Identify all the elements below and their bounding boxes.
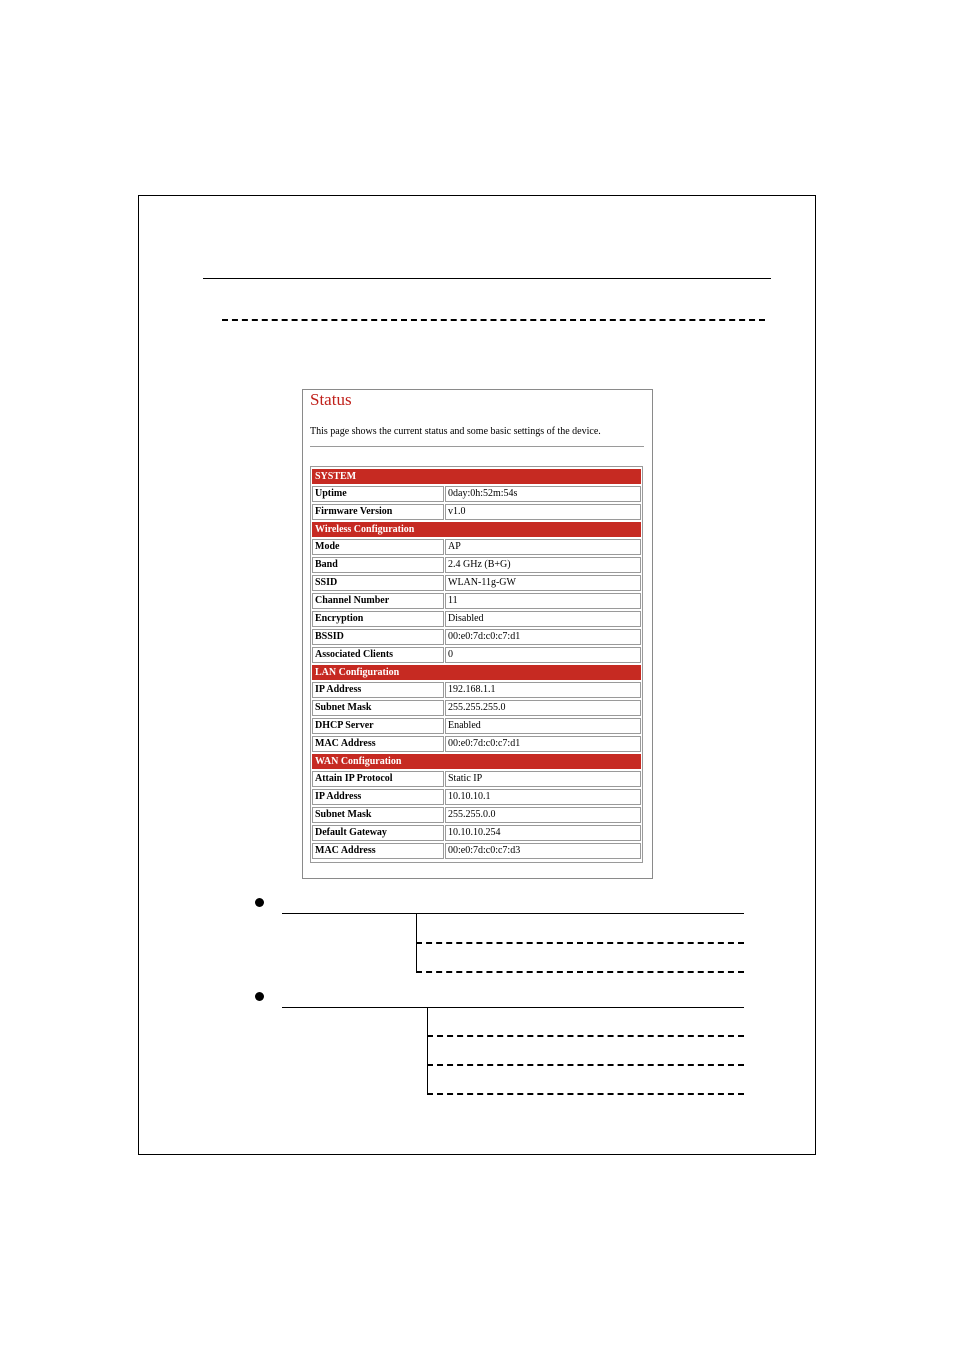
row-value: 192.168.1.1 xyxy=(445,682,641,698)
table-row xyxy=(312,611,641,627)
row-value: 00:e0:7d:c0:c7:d3 xyxy=(445,843,641,859)
row-value: 255.255.0.0 xyxy=(445,807,641,823)
table-row xyxy=(312,825,641,841)
header-rule xyxy=(203,278,771,279)
table-row xyxy=(312,771,641,787)
row-value: Enabled xyxy=(445,718,641,734)
row-value: 0day:0h:52m:54s xyxy=(445,486,641,502)
title-separator xyxy=(310,446,644,447)
row-label: DHCP Server xyxy=(312,718,444,734)
row-label: MAC Address xyxy=(312,843,444,859)
header-dashed-rule xyxy=(222,319,765,321)
section-header: Wireless Configuration xyxy=(312,522,641,537)
row-label: Subnet Mask xyxy=(312,700,444,716)
status-screenshot xyxy=(302,389,653,879)
row-value: 11 xyxy=(445,593,641,609)
table-row xyxy=(312,575,641,591)
row-label: Channel Number xyxy=(312,593,444,609)
bullet-table-row-rule xyxy=(427,1093,744,1095)
section-header: WAN Configuration xyxy=(312,754,641,769)
row-value: Disabled xyxy=(445,611,641,627)
table-row xyxy=(312,843,641,859)
bullet-table-row-rule xyxy=(416,971,744,973)
table-row xyxy=(312,700,641,716)
row-value: WLAN-11g-GW xyxy=(445,575,641,591)
table-row xyxy=(312,682,641,698)
table-row xyxy=(312,557,641,573)
row-value: 00:e0:7d:c0:c7:d1 xyxy=(445,736,641,752)
bullet-table-row-rule xyxy=(427,1035,744,1037)
row-label: Encryption xyxy=(312,611,444,627)
table-row xyxy=(312,647,641,663)
row-value: 0 xyxy=(445,647,641,663)
row-label: Mode xyxy=(312,539,444,555)
bullet-table-rule xyxy=(282,913,744,914)
row-value: AP xyxy=(445,539,641,555)
row-label: IP Address xyxy=(312,789,444,805)
row-label: Uptime xyxy=(312,486,444,502)
row-value: 2.4 GHz (B+G) xyxy=(445,557,641,573)
row-label: Band xyxy=(312,557,444,573)
bullet-table-row-rule xyxy=(427,1064,744,1066)
bullet-icon xyxy=(255,992,264,1001)
table-row xyxy=(312,789,641,805)
table-row xyxy=(312,807,641,823)
table-row xyxy=(312,718,641,734)
page-title: Status xyxy=(310,390,352,409)
status-table xyxy=(310,466,643,863)
table-row xyxy=(312,504,641,520)
bullet-table-row-rule xyxy=(416,942,744,944)
row-label: Associated Clients xyxy=(312,647,444,663)
row-label: SSID xyxy=(312,575,444,591)
row-label: Firmware Version xyxy=(312,504,444,520)
table-row xyxy=(312,593,641,609)
section-header: SYSTEM xyxy=(312,469,641,484)
section-header: LAN Configuration xyxy=(312,665,641,680)
row-label: Default Gateway xyxy=(312,825,444,841)
row-value: 00:e0:7d:c0:c7:d1 xyxy=(445,629,641,645)
row-label: MAC Address xyxy=(312,736,444,752)
bullet-table-rule xyxy=(282,1007,744,1008)
row-label: BSSID xyxy=(312,629,444,645)
row-label: Attain IP Protocol xyxy=(312,771,444,787)
table-row xyxy=(312,486,641,502)
row-label: Subnet Mask xyxy=(312,807,444,823)
row-label: IP Address xyxy=(312,682,444,698)
row-value: 10.10.10.254 xyxy=(445,825,641,841)
row-value: 255.255.255.0 xyxy=(445,700,641,716)
row-value: v1.0 xyxy=(445,504,641,520)
table-row xyxy=(312,539,641,555)
bullet-icon xyxy=(255,898,264,907)
row-value: 10.10.10.1 xyxy=(445,789,641,805)
row-value: Static IP xyxy=(445,771,641,787)
bullet-table-divider xyxy=(427,1007,428,1095)
table-row xyxy=(312,629,641,645)
table-row xyxy=(312,736,641,752)
page-description: This page shows the current status and some basic settings of the device. xyxy=(310,426,601,437)
